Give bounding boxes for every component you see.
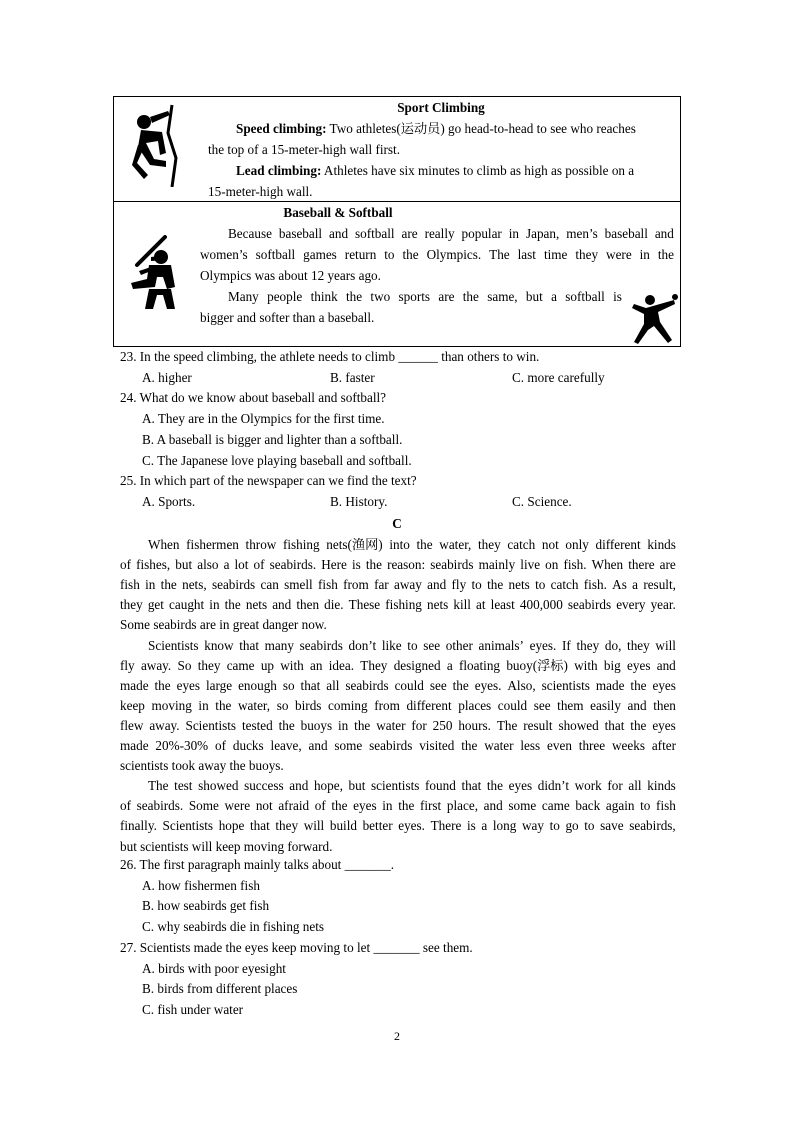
sport-climbing-title: Sport Climbing bbox=[397, 100, 485, 115]
answer-option: A. birds with poor eyesight bbox=[142, 960, 286, 976]
climber-icon bbox=[132, 103, 190, 187]
baseball-softball-line: women’s softball games return to the Olympics. The last time they were in the bbox=[200, 247, 674, 262]
passage-line: of seabirds. Some were not afraid of the eyes in the first place, and some came back again to fish bbox=[120, 798, 676, 814]
baseball-softball-line: Many people think the two sports are the same, but a softball is bbox=[228, 289, 622, 304]
answer-option: A. Sports. bbox=[142, 493, 196, 509]
baseball-softball-line: Olympics was about 12 years ago. bbox=[200, 268, 381, 283]
section-c-heading: C bbox=[392, 516, 402, 531]
answer-option: B. faster bbox=[330, 369, 375, 385]
baseball-softball-line: bigger and softer than a baseball. bbox=[200, 310, 375, 325]
passage-line: fish in the nets, seabirds can smell fish from far away and fly to the nets to catch fish. As a result, bbox=[120, 577, 676, 593]
answer-option: A. They are in the Olympics for the first time. bbox=[142, 411, 385, 427]
question-stem: 24. What do we know about baseball and softball? bbox=[120, 390, 387, 406]
passage-line: Some seabirds are in great danger now. bbox=[120, 617, 327, 633]
passage-line: When fishermen throw fishing nets(渔网) into the water, they catch not only different kinds bbox=[148, 537, 676, 552]
answer-option: C. The Japanese love playing baseball and softball. bbox=[142, 452, 412, 468]
answer-option: A. how fishermen fish bbox=[142, 877, 260, 893]
speed-climbing-line: the top of a 15-meter-high wall first. bbox=[208, 142, 400, 157]
lead-climbing-line: Lead climbing: Athletes have six minutes to climb as high as possible on a bbox=[236, 163, 635, 178]
pitcher-icon bbox=[632, 292, 680, 346]
passage-line: The test showed success and hope, but scientists found that the eyes didn’t work for all kinds bbox=[148, 778, 676, 794]
passage-line: fly away. So they came up with an idea. They designed a floating buoy(浮标) with big eyes and bbox=[120, 657, 676, 673]
lead-climbing-line: 15-meter-high wall. bbox=[208, 184, 313, 199]
passage-line: they get caught in the nets and then die. These fishing nets kill at least 400,000 seabirds every year. bbox=[120, 597, 676, 613]
answer-option: B. how seabirds get fish bbox=[142, 898, 270, 914]
answer-option: C. more carefully bbox=[512, 369, 605, 385]
baseball-softball-box bbox=[113, 201, 681, 347]
answer-option: C. Science. bbox=[512, 493, 572, 509]
question-stem: 23. In the speed climbing, the athlete needs to climb ______ than others to win. bbox=[120, 349, 540, 364]
batter-icon bbox=[127, 235, 179, 309]
baseball-softball-title: Baseball & Softball bbox=[283, 205, 393, 220]
passage-line: but scientists will keep moving forward. bbox=[120, 838, 333, 854]
passage-line: of fishes, but also a lot of seabirds. Here is the reason: seabirds mainly live on fish. When there are bbox=[120, 557, 676, 573]
answer-option: B. A baseball is bigger and lighter than a softball. bbox=[142, 431, 403, 447]
answer-option: A. higher bbox=[142, 369, 192, 385]
answer-option: C. fish under water bbox=[142, 1001, 244, 1017]
passage-line: keep moving in the water, so birds coming from different places could see them easily and then bbox=[120, 697, 676, 713]
passage-line: Scientists know that many seabirds don’t like to see other animals’ eyes. If they do, they will bbox=[148, 637, 676, 653]
passage-line: made the eyes large enough so that all seabirds could see the eyes. Also, scientists made the eyes bbox=[120, 677, 676, 693]
passage-line: finally. Scientists hope that they will build better eyes. There is a long way to go to save seabirds, bbox=[120, 818, 676, 834]
passage-line: flew away. Scientists tested the buoys in the water for 250 hours. The result showed that the eyes bbox=[120, 717, 676, 733]
answer-option: B. History. bbox=[330, 493, 388, 509]
passage-line: scientists took away the buoys. bbox=[120, 758, 284, 774]
answer-option: B. birds from different places bbox=[142, 981, 298, 997]
baseball-softball-line: Because baseball and softball are really popular in Japan, men’s baseball and bbox=[228, 226, 674, 241]
page-number: 2 bbox=[394, 1029, 400, 1043]
answer-option: C. why seabirds die in fishing nets bbox=[142, 919, 325, 935]
question-stem: 26. The first paragraph mainly talks about _______. bbox=[120, 857, 395, 872]
question-stem: 27. Scientists made the eyes keep moving to let _______ see them. bbox=[120, 939, 473, 955]
speed-climbing-line: Speed climbing: Two athletes(运动员) go head-to-head to see who reaches bbox=[236, 121, 636, 136]
question-stem: 25. In which part of the newspaper can we find the text? bbox=[120, 473, 417, 489]
passage-line: made 20%-30% of ducks leave, and some seabirds visited the water less even three weeks after bbox=[120, 738, 676, 753]
